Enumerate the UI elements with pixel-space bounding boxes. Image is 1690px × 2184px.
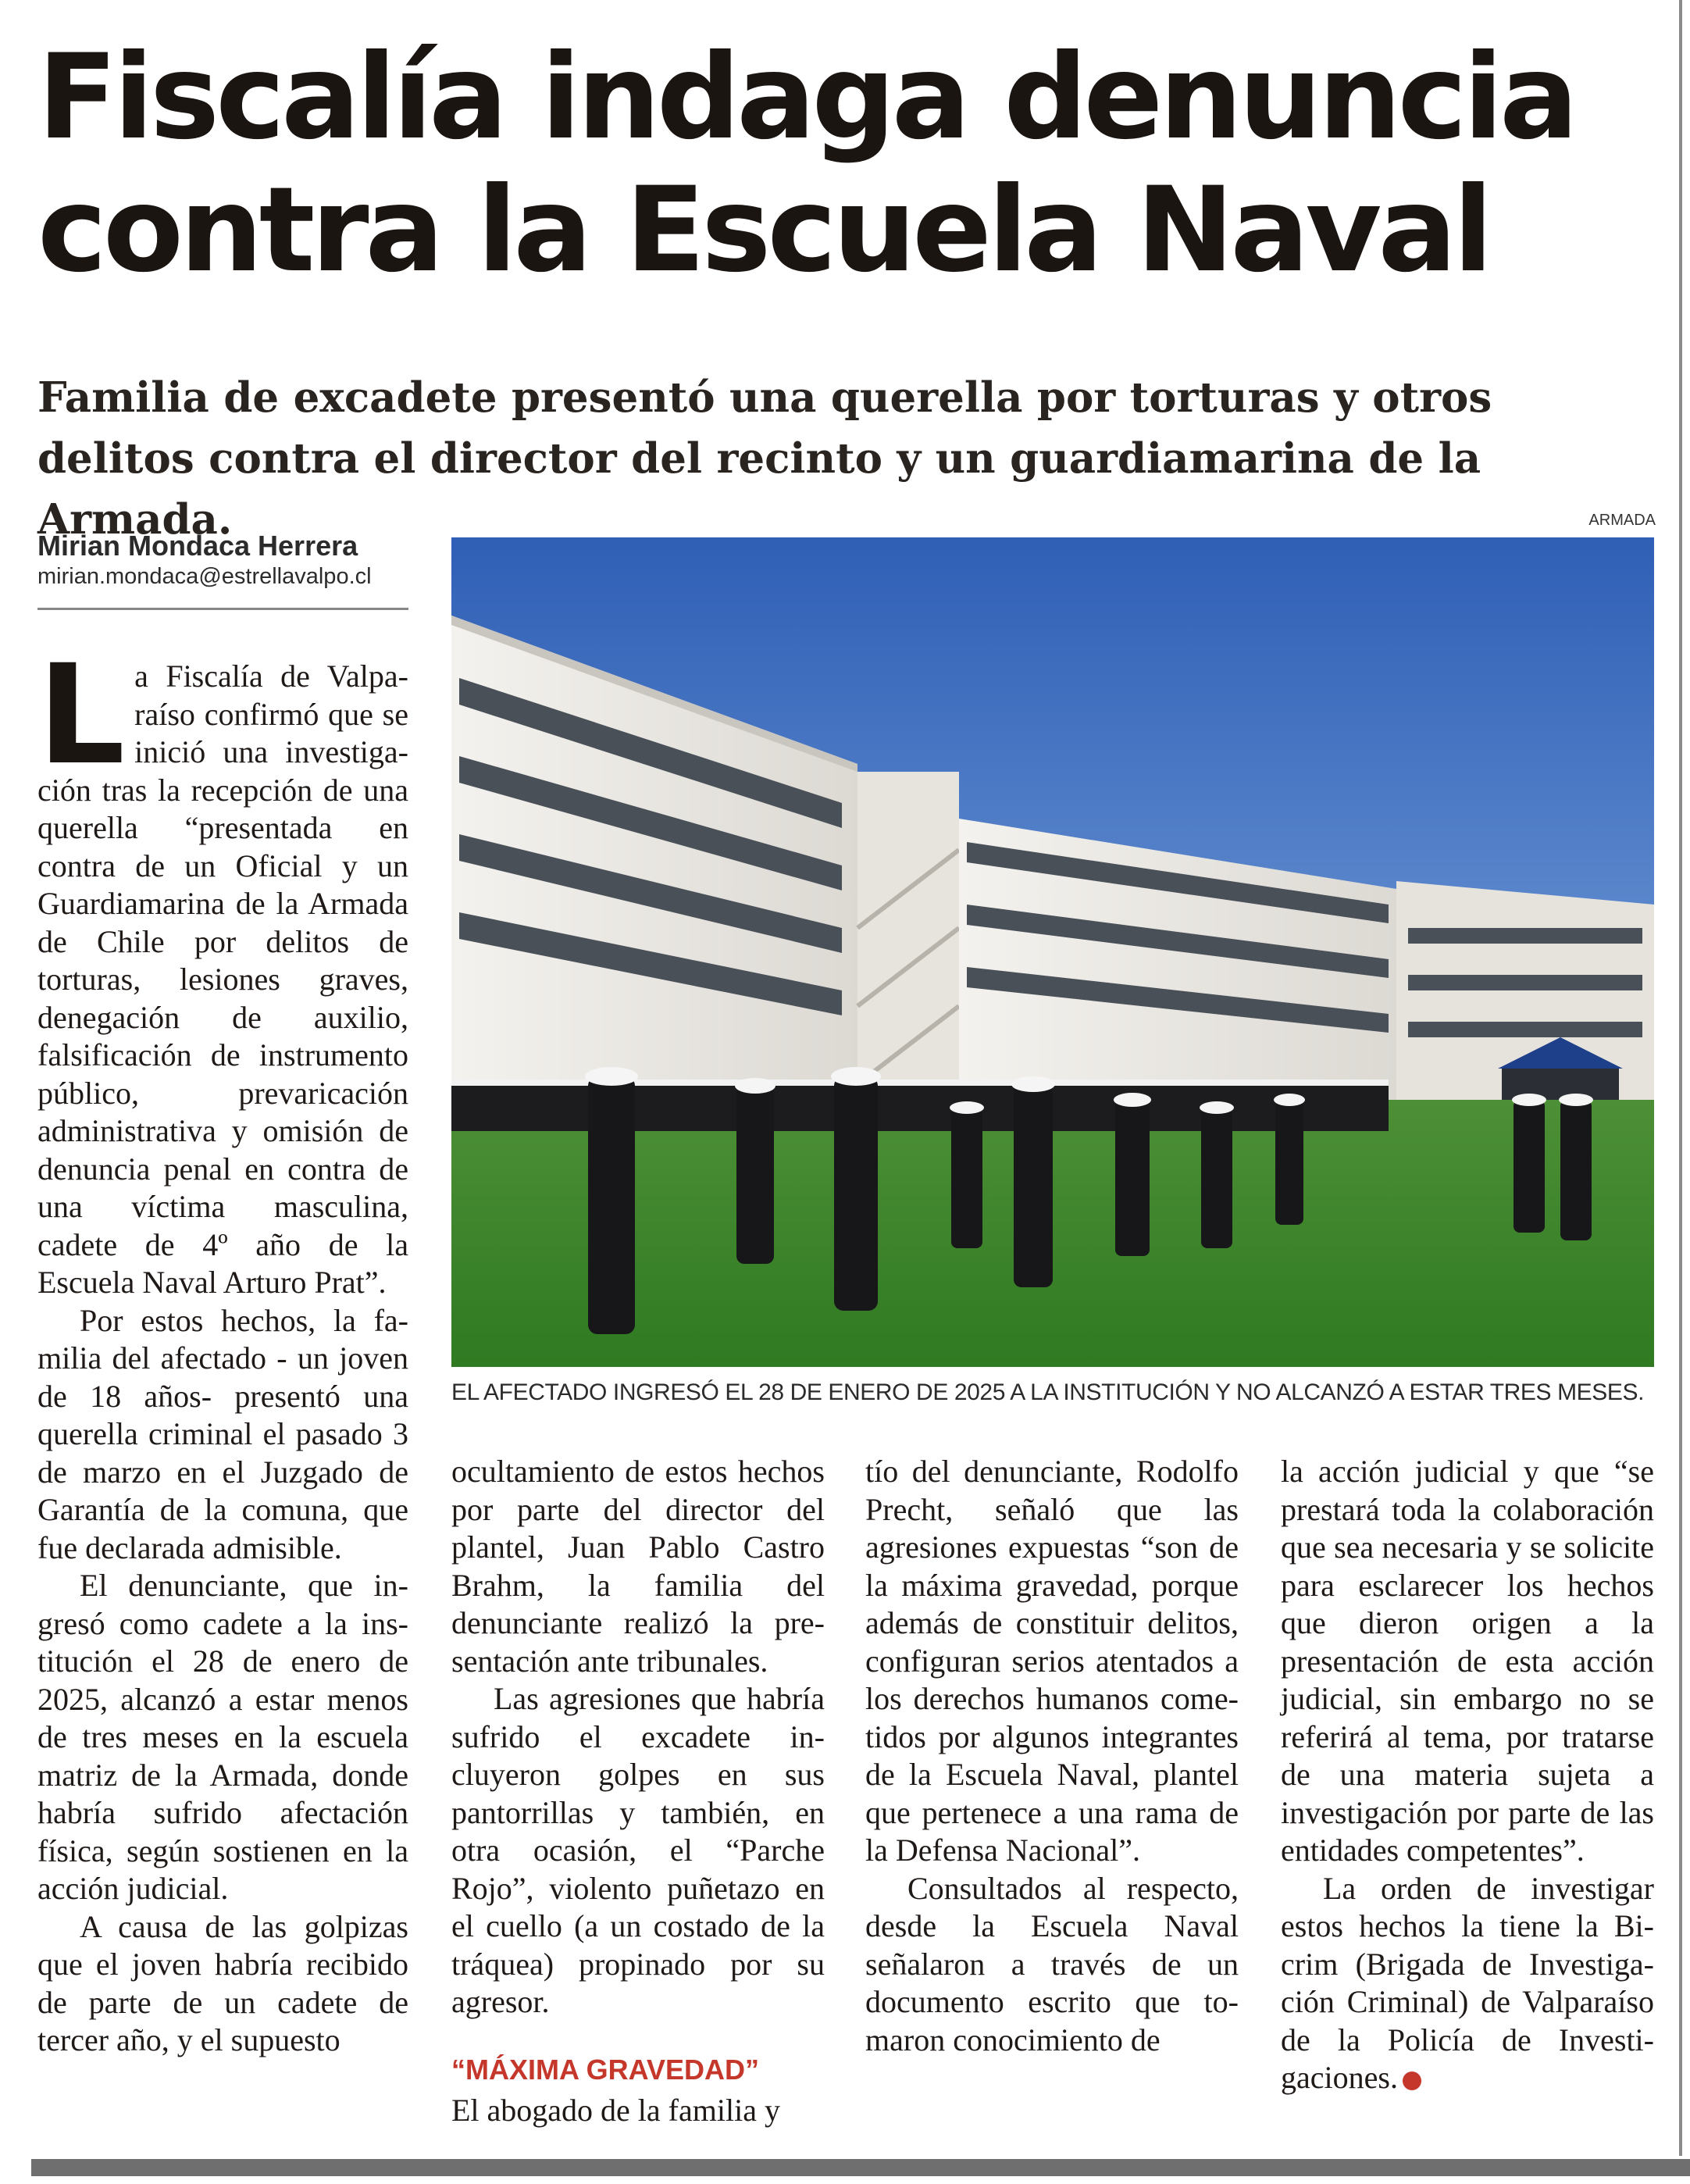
article-column-3 [865,1453,1239,2059]
section-subhead: “MÁXIMA GRAVEDAD” [451,2053,759,2086]
end-of-article-icon: ✪ [1403,2072,1421,2090]
byline-author: Mirian Mondaca Herrera [37,530,358,562]
headline: Fiscalía indaga denuncia contra la Escuela Naval [37,30,1575,298]
naval-school-parade-image [451,537,1654,1367]
column-rule [1679,0,1682,2156]
paragraph: Consultados al respecto, desde la Escuela Naval señalaron a través de un documento escrito que tomaron conocimiento de [865,1870,1239,2057]
photo-credit: ARMADA [1588,512,1656,529]
paragraph: El denunciante, que ingresó como cadete a la institución el 28 de enero de 2025, alcanzó a estar menos de tres meses en la escuela matriz de la Armada, donde habría sufrido afectación física, según sostienen en la acción judicial. [37,1568,408,1906]
paragraph: Por estos hechos, la familia del afectado - un joven de 18 años- presentó una querella criminal el pasado 3 de marzo en el Juzgado de Garantía de la comuna, que fue declarada admisible. [37,1302,408,1565]
byline-divider [37,608,408,610]
paragraph-text: La orden de investigar estos hechos la tiene la Bicrim (Brigada de Investigación Criminal) de Valparaíso de la Policía de Investigaciones. [1281,1870,1654,2095]
article-column-4 [1281,1453,1654,2097]
drop-cap: L [37,635,126,795]
paragraph: tío del denunciante, Rodolfo Precht, señaló que las agresiones expuestas “son de la máxima gravedad, porque además de constituir delitos, configuran serios atentados a los derechos humanos cometidos por algunos integrantes de la Escuela Naval, plantel que pertenece a una rama de la Defensa Nacional”. [865,1454,1239,1868]
paragraph [1281,1870,1654,2097]
paragraph: a Fiscalía de Valparaíso confirmó que se inició una investigación tras la recepción de una querella “presentada en contra de un Oficial y un Guardiamarina de la Armada de Chile por delitos de torturas, lesiones graves, denegación de auxilio, falsificación de instrumento público, prevaricación administrativa y omisión de denuncia penal en contra de una víctima masculina, cadete de 4º año de la Escuela Naval Arturo Prat”. [37,658,408,1300]
article-column-1 [37,635,408,2060]
paragraph: Las agresiones que habría sufrido el excadete incluyeron golpes en sus pantorrillas y también, en otra ocasión, el “Parche Rojo”, violento puñetazo en el cuello (a un costado de la tráquea) propinado por su agresor. [451,1681,825,2019]
paragraph: A causa de las golpizas que el joven habría recibido de parte de un cadete de tercer año, y el supuesto [37,1908,408,2057]
photo-caption: EL AFECTADO INGRESÓ EL 28 DE ENERO DE 2025 A LA INSTITUCIÓN Y NO ALCANZÓ A ESTAR TRES MESES. [451,1379,1645,1405]
paragraph: ocultamiento de estos hechos por parte del director del plantel, Juan Pablo Castro Brahm, la familia del denunciante realizó la presentación ante tribunales. [451,1454,825,1679]
paragraph: El abogado de la familia y [451,2092,780,2128]
byline-email[interactable]: mirian.mondaca@estrellavalpo.cl [37,564,372,589]
news-photo [451,537,1654,1367]
page-bottom-bar [31,2159,1690,2176]
article-column-2 [451,1453,825,2129]
deck: Familia de excadete presentó una querella por torturas y otros delitos contra el director del recinto y un guardiamarina de la Armada. [37,373,1492,544]
paragraph: la acción judicial y que “se prestará toda la colaboración que sea necesaria y se solicite para esclarecer los hechos que dieron origen a la presentación de esta acción judicial, sin embargo no se referirá al tema, por tratarse de una materia sujeta a investigación por parte de las entidades competentes”. [1281,1454,1654,1868]
